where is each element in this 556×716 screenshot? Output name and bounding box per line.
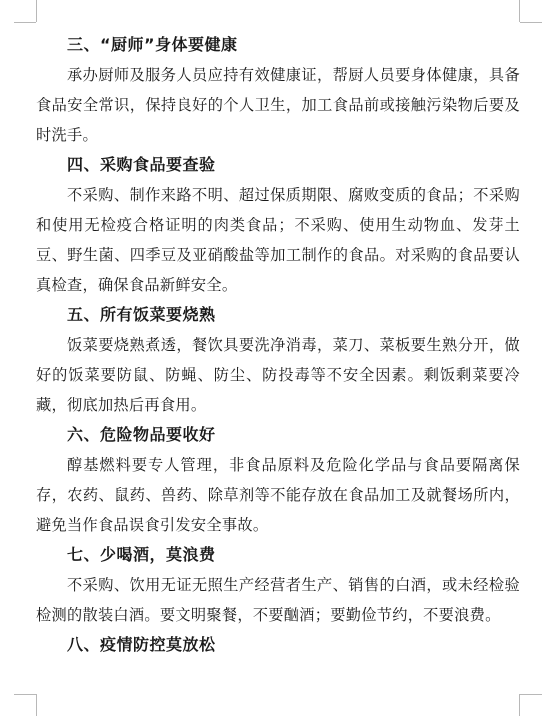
crop-mark-top-left-v <box>36 0 37 22</box>
crop-mark-bottom-left-v <box>36 694 37 716</box>
section-heading-4: 四、采购食品要查验 <box>67 155 216 174</box>
section-paragraph-3: 承办厨师及服务人员应持有效健康证，帮厨人员要身体健康，具备食品安全常识，保持良好的个人卫生，加工食品前或接触污染物后要及时洗手。 <box>36 66 520 144</box>
crop-mark-top-right-h <box>520 22 542 23</box>
section-heading-6: 六、危险物品要收好 <box>67 425 216 444</box>
section-heading-3: 三、“厨师”身体要健康 <box>67 35 238 54</box>
section-heading-5: 五、所有饭菜要烧熟 <box>67 305 216 324</box>
crop-mark-top-right-v <box>519 0 520 22</box>
crop-mark-top-left-h <box>14 22 36 23</box>
section-paragraph-5: 饭菜要烧熟煮透，餐饮具要洗净消毒，菜刀、菜板要生熟分开，做好的饭菜要防鼠、防蝇、防尘、防投毒等不安全因素。剩饭剩菜要冷藏，彻底加热后再食用。 <box>36 336 520 414</box>
crop-mark-bottom-right-v <box>519 694 520 716</box>
section-paragraph-4: 不采购、制作来路不明、超过保质期限、腐败变质的食品；不采购和使用无检疫合格证明的肉类食品；不采购、使用生动物血、发芽土豆、野生菌、四季豆及亚硝酸盐等加工制作的食品。对采购的食品要认真检查，确保食品新鲜安全。 <box>36 186 520 294</box>
section-paragraph-6: 醇基燃料要专人管理，非食品原料及危险化学品与食品要隔离保存，农药、鼠药、兽药、除草剂等不能存放在食品加工及就餐场所内，避免当作食品误食引发安全事故。 <box>36 456 520 534</box>
document-body <box>36 30 520 660</box>
section-heading-8: 八、疫情防控莫放松 <box>67 635 216 654</box>
section-heading-7: 七、少喝酒，莫浪费 <box>67 545 216 564</box>
crop-mark-bottom-left-h <box>14 694 36 695</box>
section-paragraph-7: 不采购、饮用无证无照生产经营者生产、销售的白酒，或未经检验检测的散装白酒。要文明聚餐，不要酗酒；要勤俭节约，不要浪费。 <box>36 576 520 624</box>
crop-mark-bottom-right-h <box>520 694 542 695</box>
